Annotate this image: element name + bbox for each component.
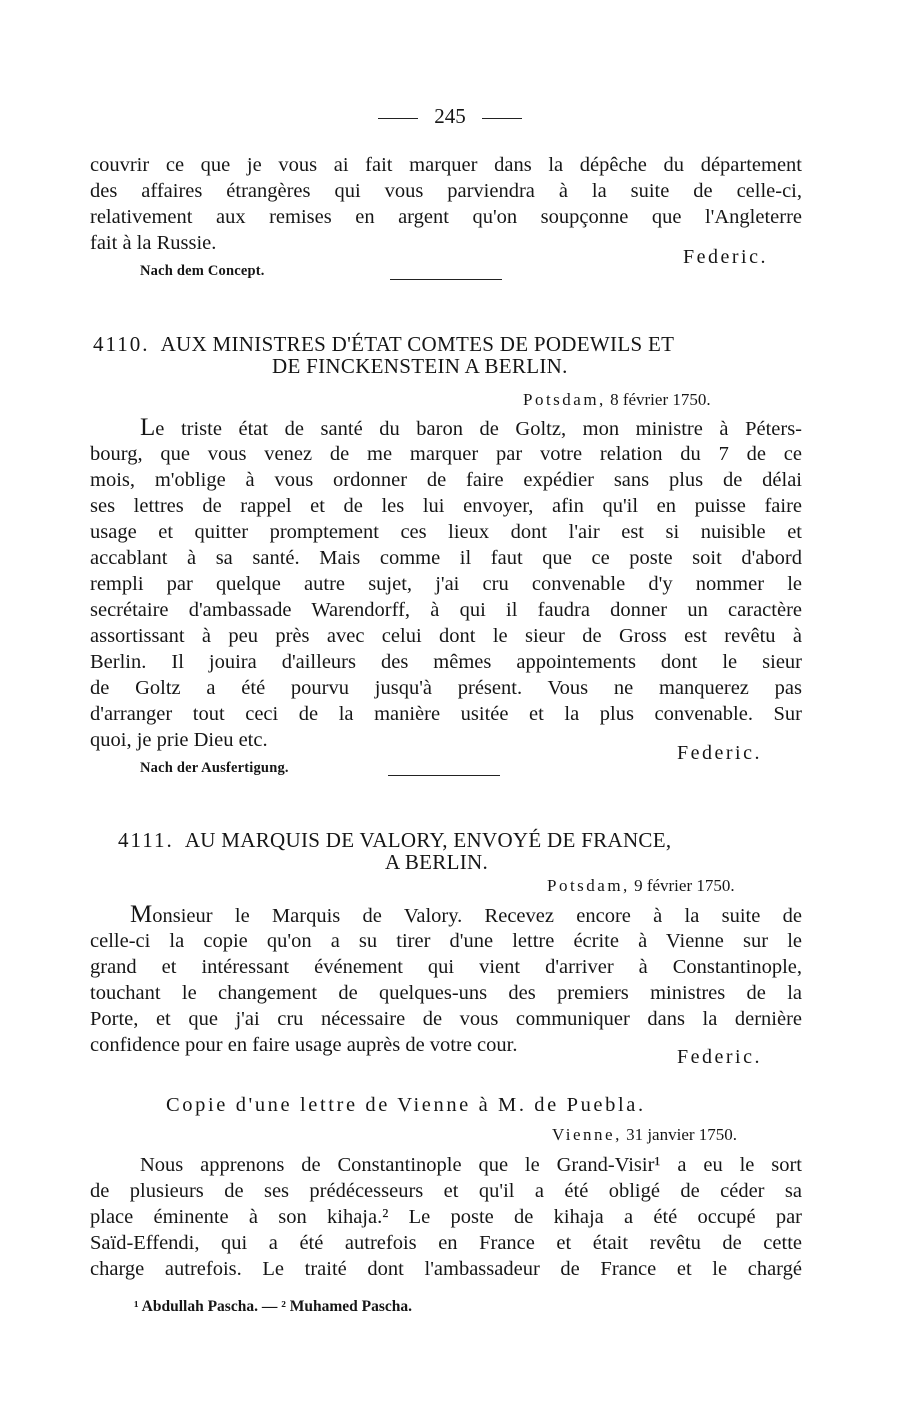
copy-title: Copie d'une lettre de Vienne à M. de Puebla. <box>166 1094 646 1116</box>
body-line: ses lettres de rappel et de les lui envoyer, afin qu'il en puisse faire <box>90 495 802 517</box>
separator-rule <box>390 279 502 280</box>
letter-number: 4110. <box>93 332 150 356</box>
signature: Federic. <box>683 246 768 268</box>
separator-rule <box>388 775 500 776</box>
body-line: celle-ci la copie qu'on a su tirer d'une lettre écrite à Vienne sur le <box>90 930 802 952</box>
dateline <box>552 1125 737 1145</box>
body-line: couvrir ce que je vous ai fait marquer dans la dépêche du département <box>90 154 802 176</box>
body-line: place éminente à son kihaja.² Le poste de kihaja a été occupé par <box>90 1206 802 1228</box>
body-line: assortissant à peu près avec celui dont le sieur de Gross est revêtu à <box>90 625 802 647</box>
dateline-place: Vienne, <box>552 1125 622 1144</box>
footnotes: ¹ Abdullah Pascha. — ² Muhamed Pascha. <box>134 1298 413 1315</box>
body-line <box>140 415 802 442</box>
letter-heading-line1: AU MARQUIS DE VALORY, ENVOYÉ DE FRANCE, <box>184 828 672 852</box>
body-line: touchant le changement de quelques-uns des premiers ministres de la <box>90 982 802 1004</box>
body-line: bourg, que vous venez de me marquer par votre relation du 7 de ce <box>90 443 802 465</box>
signature: Federic. <box>677 742 762 764</box>
body-line: confidence pour en faire usage auprès de votre cour. <box>90 1034 518 1056</box>
body-line-text: e triste état de santé du baron de Goltz, mon ministre à Péters- <box>155 418 802 440</box>
initial-letter: L <box>140 414 156 441</box>
body-line: accablant à sa santé. Mais comme il faut que ce poste soit d'abord <box>90 547 802 569</box>
dateline <box>523 390 711 410</box>
body-line-text: onsieur le Marquis de Valory. Recevez encore à la suite de <box>152 905 802 927</box>
body-line: Porte, et que j'ai cru nécessaire de vous communiquer dans la dernière <box>90 1008 802 1030</box>
body-line: mois, m'oblige à vous ordonner de faire expédier sans plus de délai <box>90 469 802 491</box>
body-line: d'arranger tout ceci de la manière usitée et la plus convenable. Sur <box>90 703 802 725</box>
dateline-date: 8 février 1750. <box>610 390 711 409</box>
source-note: Nach dem Concept. <box>140 263 265 279</box>
letter-number: 4111. <box>118 828 174 852</box>
initial-letter: M <box>130 901 153 928</box>
letter-heading-line2: DE FINCKENSTEIN A BERLIN. <box>272 354 568 378</box>
page-number-dash-left <box>378 118 418 119</box>
page-number <box>0 104 900 129</box>
body-line: quoi, je prie Dieu etc. <box>90 729 268 751</box>
body-line: des affaires étrangères qui vous parviendra à la suite de celle-ci, <box>90 180 802 202</box>
dateline-date: 9 février 1750. <box>634 876 735 895</box>
dateline-place: Potsdam, <box>523 390 606 409</box>
body-line: de plusieurs de ses prédécesseurs et qu'il a été obligé de céder sa <box>90 1180 802 1202</box>
body-line: secrétaire d'ambassade Warendorff, à qui il faudra donner un caractère <box>90 599 802 621</box>
body-line: Berlin. Il jouira d'ailleurs des mêmes appointements dont le sieur <box>90 651 802 673</box>
body-line: rempli par quelque autre sujet, j'ai cru convenable d'y nommer le <box>90 573 802 595</box>
signature: Federic. <box>677 1046 762 1068</box>
dateline-place: Potsdam, <box>547 876 630 895</box>
body-line: charge autrefois. Le traité dont l'ambassadeur de France et le chargé <box>90 1258 802 1280</box>
body-line: Nous apprenons de Constantinople que le Grand-Visir¹ a eu le sort <box>140 1154 802 1176</box>
body-line: fait à la Russie. <box>90 232 217 254</box>
page-number-dash-right <box>482 118 522 119</box>
dateline-date: 31 janvier 1750. <box>626 1125 738 1144</box>
body-line: Saïd-Effendi, qui a été autrefois en France et était revêtu de cette <box>90 1232 802 1254</box>
source-note: Nach der Ausfertigung. <box>140 760 289 776</box>
letter-heading-line1: AUX MINISTRES D'ÉTAT COMTES DE PODEWILS ET <box>160 332 675 356</box>
body-line: relativement aux remises en argent qu'on soupçonne que l'Angleterre <box>90 206 802 228</box>
body-line: usage et quitter promptement ces lieux dont l'air est si nuisible et <box>90 521 802 543</box>
letter-heading-line2: A BERLIN. <box>385 850 489 874</box>
page-number-text: 245 <box>434 104 466 128</box>
body-line: grand et intéressant événement qui vient d'arriver à Constantinople, <box>90 956 802 978</box>
dateline <box>547 876 735 896</box>
body-line <box>130 902 802 929</box>
body-line: de Goltz a été pourvu jusqu'à présent. Vous ne manquerez pas <box>90 677 802 699</box>
